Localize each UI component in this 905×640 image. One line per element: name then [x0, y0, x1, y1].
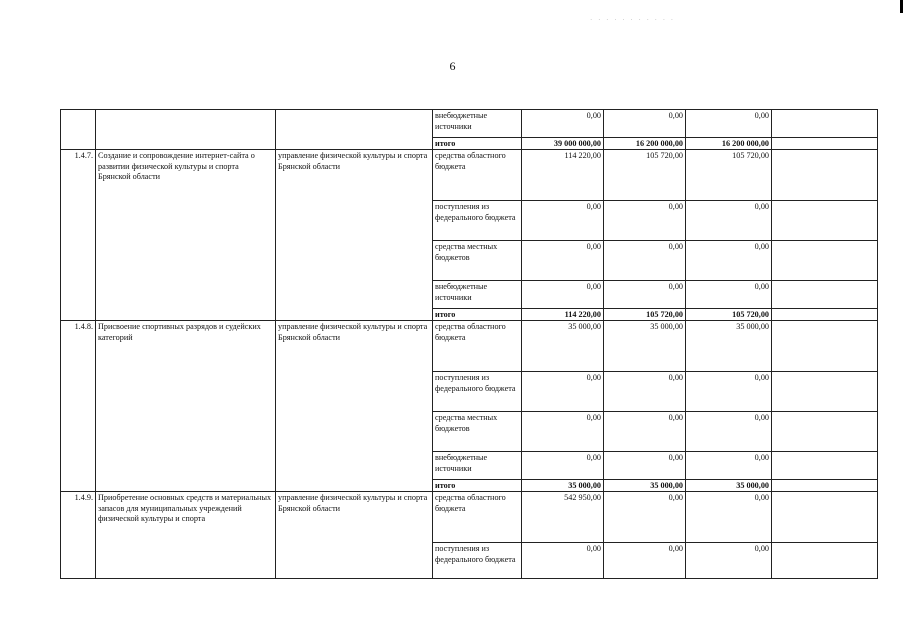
amount-year-2: 35 000,00	[604, 480, 686, 492]
funding-source: внебюджетные источники	[433, 110, 522, 138]
funding-source: средства местных бюджетов	[433, 412, 522, 452]
amount-year-2: 0,00	[604, 452, 686, 480]
amount-year-2: 0,00	[604, 492, 686, 543]
funding-source: поступления из федерального бюджета	[433, 201, 522, 241]
funding-source: средства областного бюджета	[433, 150, 522, 201]
funding-source: поступления из федерального бюджета	[433, 543, 522, 579]
page-number: 6	[449, 59, 456, 73]
amount-year-3: 16 200 000,00	[686, 138, 772, 150]
amount-year-3: 0,00	[686, 201, 772, 241]
empty-cell	[772, 309, 878, 321]
funding-source: итого	[433, 138, 522, 150]
amount-year-1: 0,00	[522, 452, 604, 480]
funding-source: внебюджетные источники	[433, 281, 522, 309]
scan-edge-mark	[900, 0, 903, 13]
amount-year-1: 35 000,00	[522, 480, 604, 492]
funding-source: итого	[433, 480, 522, 492]
amount-year-1: 0,00	[522, 372, 604, 412]
empty-cell	[772, 480, 878, 492]
item-name: Присвоение спортивных разрядов и судейских категорий	[96, 321, 276, 492]
amount-year-1: 0,00	[522, 241, 604, 281]
amount-year-1: 39 000 000,00	[522, 138, 604, 150]
amount-year-2: 0,00	[604, 241, 686, 281]
amount-year-2: 0,00	[604, 412, 686, 452]
empty-cell	[772, 412, 878, 452]
empty-cell	[772, 543, 878, 579]
amount-year-2: 35 000,00	[604, 321, 686, 372]
table-row	[61, 321, 878, 372]
name-cell	[96, 110, 276, 150]
code-cell	[61, 110, 96, 150]
amount-year-1: 0,00	[522, 412, 604, 452]
empty-cell	[772, 321, 878, 372]
empty-cell	[772, 281, 878, 309]
amount-year-3: 0,00	[686, 412, 772, 452]
amount-year-3: 0,00	[686, 241, 772, 281]
amount-year-3: 0,00	[686, 492, 772, 543]
amount-year-3: 35 000,00	[686, 480, 772, 492]
funding-source: средства областного бюджета	[433, 492, 522, 543]
item-code: 1.4.8.	[61, 321, 96, 492]
amount-year-3: 105 720,00	[686, 309, 772, 321]
amount-year-1: 114 220,00	[522, 309, 604, 321]
funding-source: внебюджетные источники	[433, 452, 522, 480]
amount-year-1: 0,00	[522, 201, 604, 241]
amount-year-2: 0,00	[604, 281, 686, 309]
amount-year-1: 542 950,00	[522, 492, 604, 543]
empty-cell	[772, 110, 878, 138]
amount-year-1: 0,00	[522, 281, 604, 309]
empty-cell	[772, 372, 878, 412]
amount-year-3: 0,00	[686, 372, 772, 412]
empty-cell	[772, 150, 878, 201]
budget-table	[60, 109, 878, 579]
amount-year-2: 16 200 000,00	[604, 138, 686, 150]
amount-year-2: 105 720,00	[604, 309, 686, 321]
funding-source: средства областного бюджета	[433, 321, 522, 372]
empty-cell	[772, 201, 878, 241]
item-executor: управление физической культуры и спорта Брянской области	[276, 492, 433, 579]
item-executor: управление физической культуры и спорта Брянской области	[276, 150, 433, 321]
amount-year-3: 0,00	[686, 452, 772, 480]
item-code: 1.4.9.	[61, 492, 96, 579]
item-name: Приобретение основных средств и материальных запасов для муниципальных учреждений физической культуры и спорта	[96, 492, 276, 579]
amount-year-1: 114 220,00	[522, 150, 604, 201]
amount-year-1: 35 000,00	[522, 321, 604, 372]
amount-year-3: 0,00	[686, 110, 772, 138]
empty-cell	[772, 492, 878, 543]
amount-year-3: 0,00	[686, 543, 772, 579]
amount-year-2: 0,00	[604, 543, 686, 579]
funding-source: средства местных бюджетов	[433, 241, 522, 281]
item-name: Создание и сопровождение интернет-сайта о развитии физической культуры и спорта Брянской области	[96, 150, 276, 321]
item-executor: управление физической культуры и спорта Брянской области	[276, 321, 433, 492]
empty-cell	[772, 241, 878, 281]
amount-year-2: 0,00	[604, 372, 686, 412]
funding-source: поступления из федерального бюджета	[433, 372, 522, 412]
amount-year-3: 35 000,00	[686, 321, 772, 372]
empty-cell	[772, 452, 878, 480]
amount-year-2: 105 720,00	[604, 150, 686, 201]
amount-year-3: 105 720,00	[686, 150, 772, 201]
amount-year-3: 0,00	[686, 281, 772, 309]
executor-cell	[276, 110, 433, 150]
table-row	[61, 150, 878, 201]
amount-year-2: 0,00	[604, 201, 686, 241]
amount-year-1: 0,00	[522, 543, 604, 579]
funding-source: итого	[433, 309, 522, 321]
table-row	[61, 492, 878, 543]
item-code: 1.4.7.	[61, 150, 96, 321]
table-row	[61, 110, 878, 138]
amount-year-2: 0,00	[604, 110, 686, 138]
scan-noise: · · · · · · · · · · ·	[590, 16, 676, 24]
amount-year-1: 0,00	[522, 110, 604, 138]
empty-cell	[772, 138, 878, 150]
